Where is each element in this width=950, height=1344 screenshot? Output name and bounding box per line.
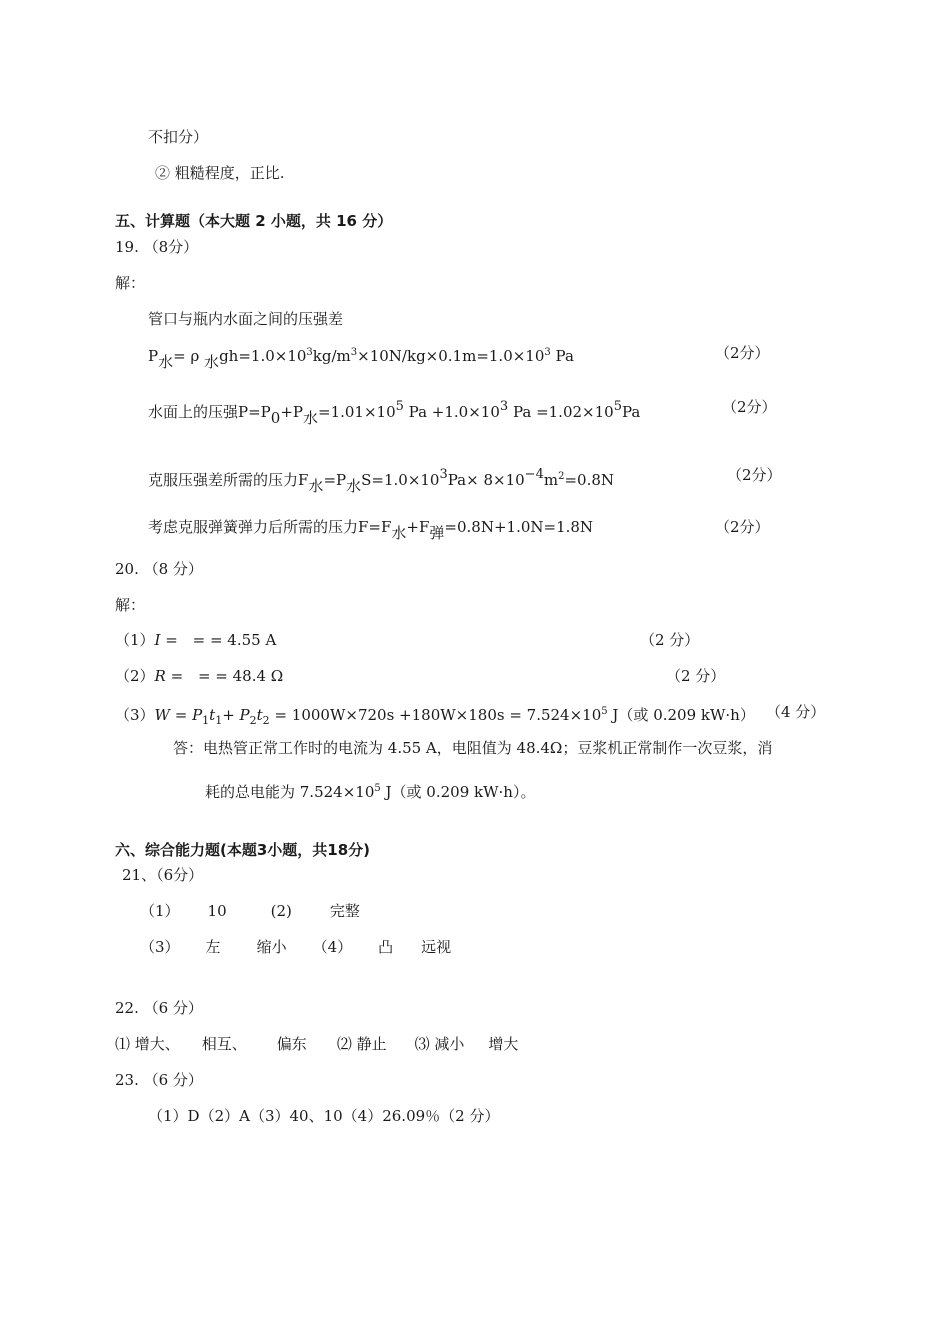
q19-formula-3: 克服压强差所需的压力$F_水=P_水S=1.0\times 10^3Pa\times 8\times 10^{-4}m^2=0.8N$ (148, 467, 615, 495)
section-6-heading: 六、综合能力题(本题3小题，共18分) (115, 841, 371, 859)
q20-part-1: （1）I = = = 4.55 A (115, 631, 277, 649)
question-19-label: 19. （8分） (115, 238, 199, 256)
question-21-label: 21、（6分） (122, 866, 204, 884)
continuation-line: 不扣分） (148, 128, 209, 146)
q19-formula-2: 水面上的压强$P=P_0+P_水=1.01\times 10^5$ $Pa +1.0\times 10^3$ $Pa =1.02\times 10^5Pa$ (148, 399, 641, 427)
question-23-label: 23. （6 分） (115, 1071, 203, 1089)
q22-answer-row: ⑴ 增大、 相互、 偏东 ⑵ 静止 ⑶ 减小 增大 (115, 1035, 519, 1053)
q20-answer-line-2: 耗的总电能为 $7.524\times 10^5$ J（或 0.209 kW·h）。 (205, 783, 536, 801)
q20-points-3: （4 分） (766, 703, 826, 721)
q20-answer-line-1: 答：电热管正常工作时的电流为 4.55 A，电阻值为 48.4Ω；豆浆机正常制作一次豆浆，消 (173, 739, 773, 757)
solution-label: 解： (115, 274, 146, 292)
q23-answer-row: （1）D（2）A（3）40、10（4）26.09％（2 分） (148, 1107, 500, 1125)
question-20-label: 20. （8 分） (115, 560, 203, 578)
q20-part-3: $(3)W = P_1t_1+ P_2t_2 = 1000W\times 720s +180W\times 180s = 7.524\times 10^5$ J（或 0.209 kW·h） (115, 706, 755, 727)
q20-points-1: （2 分） (640, 631, 700, 649)
answer-18-part-2: ② 粗糙程度，正比. (155, 164, 285, 182)
q19-intro: 管口与瓶内水面之间的压强差 (148, 310, 344, 328)
q21-answer-row-2: （3） 左 缩小 （4） 凸 远视 (140, 938, 452, 956)
q19-formula-4: 考虑克服弹簧弹力后所需的压力$F=F_水+F_弹=0.8N+1.0N=1.8N$ (148, 518, 594, 542)
q19-points-3: （2分） (727, 466, 782, 484)
solution-label: 解： (115, 596, 146, 614)
section-5-heading: 五、计算题（本大题 2 小题，共 16 分） (115, 212, 393, 230)
q20-points-2: （2 分） (666, 667, 726, 685)
q20-part-2: （2）R = = = 48.4 Ω (115, 667, 284, 685)
question-22-label: 22. （6 分） (115, 999, 203, 1017)
q19-formula-1: $P_水= \rho$ $_水gh=1.0\times 10^3kg/m^3\times 10N/kg\times 0.1m=1.0\times 10^3$ Pa (148, 347, 574, 371)
q19-points-1: （2分） (715, 344, 770, 362)
q21-answer-row-1: （1） 10 (2) 完整 (140, 902, 360, 920)
q19-points-2: （2分） (722, 398, 777, 416)
q19-points-4: （2分） (715, 518, 770, 536)
